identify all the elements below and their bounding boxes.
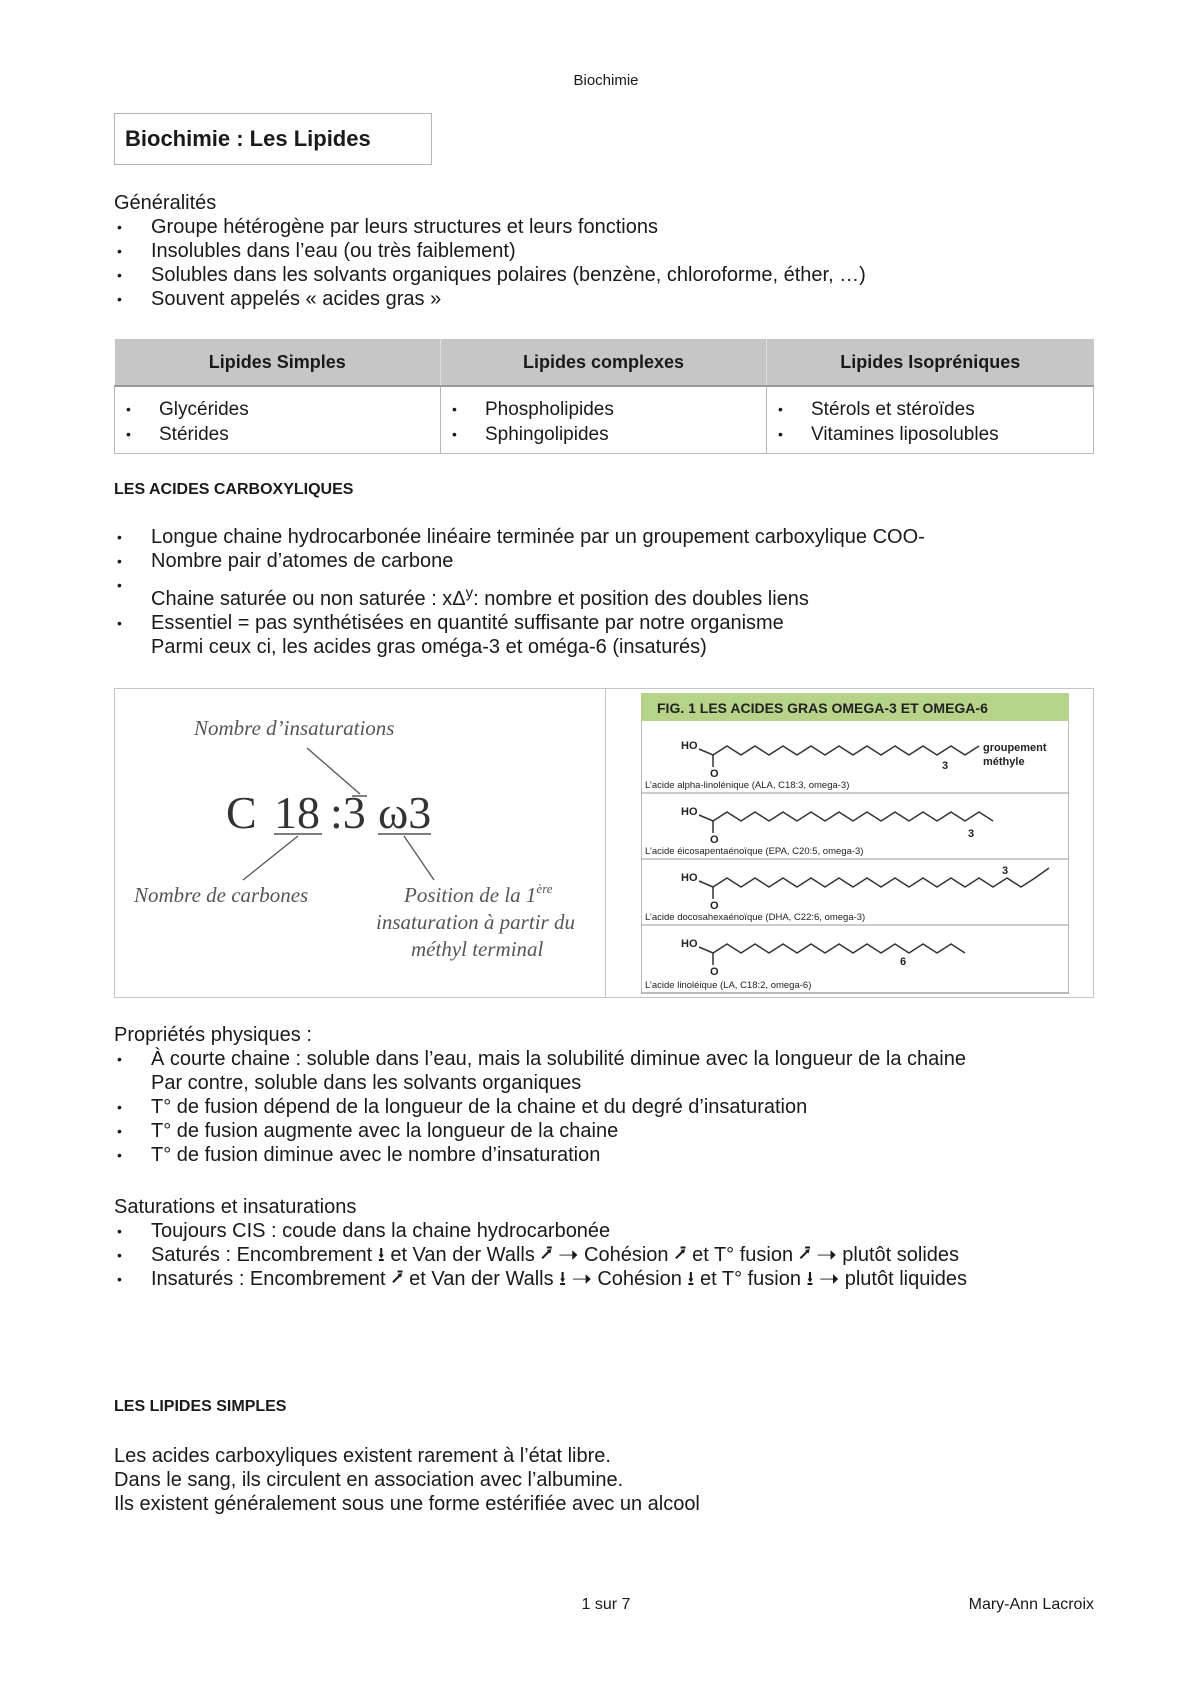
pointer-position <box>404 836 434 880</box>
acides-continuation: Parmi ceux ci, les acides gras oméga-3 et oméga-6 (insaturés) <box>151 636 707 658</box>
document-title: Biochimie : Les Lipides <box>114 113 432 165</box>
pointer-carbones <box>243 836 298 880</box>
ho-label: HO <box>681 806 698 818</box>
section-heading-acides: LES ACIDES CARBOXYLIQUES <box>114 481 354 498</box>
list-item: • Stérols et stéroïdes <box>775 397 1087 422</box>
list-item <box>114 573 1114 611</box>
position-label: 6 <box>900 956 907 968</box>
label-position-line3: méthyl terminal <box>411 937 544 961</box>
position-label: 3 <box>942 760 949 772</box>
saturations-heading: Saturations et insaturations <box>114 1196 357 1218</box>
label-carbones: Nombre de carbones <box>134 883 309 907</box>
list-item: • Souvent appelés « acides gras » <box>114 287 1104 311</box>
list-item <box>114 1047 1114 1095</box>
list-item: • Stérides <box>123 422 434 447</box>
chaine-text-suffix: : nombre et position des doubles liens <box>473 588 809 610</box>
formula-3: :3 <box>330 787 366 838</box>
formula-omega3: ω3 <box>378 787 432 838</box>
notation-diagram <box>114 688 604 998</box>
running-header: Biochimie <box>573 72 639 89</box>
proprietes-heading: Propriétés physiques : <box>114 1024 312 1046</box>
list-item: • T° de fusion diminue avec le nombre d’insaturation <box>114 1143 1114 1167</box>
formula-18: 18 <box>274 787 320 838</box>
ho-label: HO <box>681 872 698 884</box>
label-position-text: Position de la 1 <box>404 883 537 907</box>
table-header: Lipides complexes <box>441 339 767 386</box>
list-item: • Nombre pair d’atomes de carbone <box>114 549 1114 573</box>
list-item: • Saturés : Encombrement ⭳ et Van der Walls ⭷ ➝ Cohésion ⭷ et T° fusion ⭷ ➝ plutôt solides <box>114 1243 1104 1267</box>
figure-divider <box>605 688 606 998</box>
table-header: Lipides Isopréniques <box>767 339 1094 386</box>
o-label: O <box>710 900 719 912</box>
list-item-continuation: Par contre, soluble dans les solvants organiques <box>151 1072 582 1094</box>
list-item-text: À courte chaine : soluble dans l’eau, mais la solubilité diminue avec la longueur de la chaine <box>151 1048 966 1070</box>
list-item: • Phospholipides <box>449 397 760 422</box>
saturations-section <box>114 1195 1104 1291</box>
generalites-section <box>114 191 1104 311</box>
list-item: • Insolubles dans l’eau (ou très faiblement) <box>114 239 1104 263</box>
list-item: • Essentiel = pas synthétisées en quantité suffisante par notre organisme <box>114 611 1114 635</box>
caption-ala: L’acide alpha-linolénique (ALA, C18:3, omega-3) <box>645 780 850 791</box>
generalites-list <box>114 215 1104 311</box>
formula-c: C <box>226 787 257 838</box>
label-position-line2: insaturation à partir du <box>376 910 575 934</box>
list-item: • Longue chaine hydrocarbonée linéaire terminée par un groupement carboxylique COO- <box>114 525 1114 549</box>
caption-la: L’acide linoléique (LA, C18:2, omega-6) <box>645 980 812 991</box>
table-cell <box>767 386 1094 454</box>
acides-list <box>114 525 1114 635</box>
chaine-superscript: y <box>465 584 474 602</box>
table-cell <box>115 386 441 454</box>
omega-fatty-acids-figure <box>641 693 1069 996</box>
paragraph-line: Dans le sang, ils circulent en association avec l’albumine. <box>114 1469 624 1491</box>
label-insaturations: Nombre d’insaturations <box>194 716 395 740</box>
section-heading-lipides-simples: LES LIPIDES SIMPLES <box>114 1398 287 1415</box>
caption-dha: L’acide docosahexaénoïque (DHA, C22:6, omega-3) <box>645 912 866 923</box>
table-row <box>115 386 1094 454</box>
paragraph-line: Ils existent généralement sous une forme estérifiée avec un alcool <box>114 1493 700 1515</box>
o-label: O <box>710 768 719 780</box>
saturations-list <box>114 1219 1104 1291</box>
o-label: O <box>710 834 719 846</box>
table-header: Lipides Simples <box>115 339 441 386</box>
ho-label: HO <box>681 938 698 950</box>
page-number: 1 sur 7 <box>581 1596 631 1613</box>
ho-label: HO <box>681 740 698 752</box>
table-cell <box>441 386 767 454</box>
list-item: • Sphingolipides <box>449 422 760 447</box>
position-label: 3 <box>968 828 975 840</box>
list-item: • Toujours CIS : coude dans la chaine hydrocarbonée <box>114 1219 1104 1243</box>
o-label: O <box>710 966 719 978</box>
author-name: Mary-Ann Lacroix <box>968 1596 1094 1613</box>
lipid-categories-table <box>114 339 1094 454</box>
position-label: 3 <box>1002 865 1009 877</box>
omega-figure-title: FIG. 1 LES ACIDES GRAS OMEGA-3 ET OMEGA-6 <box>657 700 988 716</box>
generalites-heading: Généralités <box>114 192 217 214</box>
omega-figure-frame <box>641 693 1069 993</box>
methyl-label-line1: groupement <box>983 742 1047 754</box>
paragraph-line: Les acides carboxyliques existent rarement à l’état libre. <box>114 1445 611 1467</box>
proprietes-list <box>114 1047 1114 1167</box>
chaine-text: Chaine saturée ou non saturée : xΔ <box>151 588 466 610</box>
list-item: • Vitamines liposolubles <box>775 422 1087 447</box>
list-item: • Glycérides <box>123 397 434 422</box>
proprietes-section <box>114 1023 1114 1167</box>
list-item: • Groupe hétérogène par leurs structures et leurs fonctions <box>114 215 1104 239</box>
acides-section <box>114 525 1114 659</box>
list-item: • Solubles dans les solvants organiques polaires (benzène, chloroforme, éther, …) <box>114 263 1104 287</box>
list-item: • T° de fusion dépend de la longueur de la chaine et du degré d’insaturation <box>114 1095 1114 1119</box>
caption-epa: L’acide éicosapentaénoïque (EPA, C20:5, omega-3) <box>645 846 864 857</box>
list-item: • Insaturés : Encombrement ⭷ et Van der Walls ⭳ ➝ Cohésion ⭳ et T° fusion ⭳ ➝ plutôt liquides <box>114 1267 1104 1291</box>
list-item: • T° de fusion augmente avec la longueur de la chaine <box>114 1119 1114 1143</box>
methyl-label-line2: méthyle <box>983 756 1025 768</box>
label-position-line1 <box>403 881 553 907</box>
label-position-sup: ère <box>536 881 553 896</box>
lipides-simples-text <box>114 1444 1104 1516</box>
